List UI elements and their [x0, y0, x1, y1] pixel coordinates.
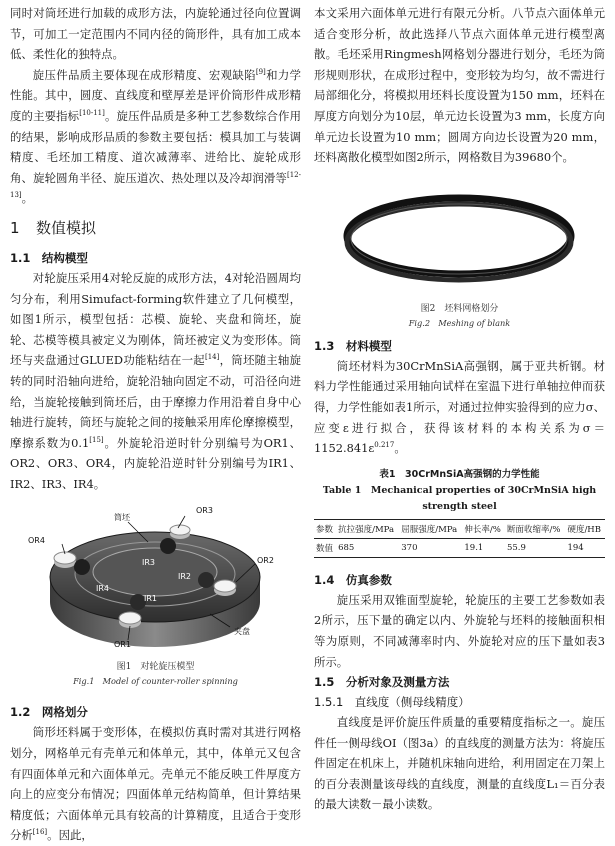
meshing-paragraph-continued: 本文采用六面体单元进行有限元分析。八节点六面体单元适合变形分析，故此选择八节点六面体单元进行模型离散。毛坯采用Ringmesh网格划分器进行划分，毛坯为筒形规则形状，在成形过程中，变形较为均匀，故不需进行局部细化分，将模拟用坯料长度设置为150 mm，坯料在厚度方向划分为10层，单元边长设置为3 mm，长度方向单元边长设置为10 mm；圆周方向边长设置为20 mm，坯料离散化模型如图2所示，网格数目为39680个。 [314, 6, 605, 165]
simulation-params-paragraph: 旋压采用双锥面型旋轮，轮旋压的主要工艺参数如表2所示，压下量的确定以内、外旋轮与坯料的接触面积相等为原则，不同减薄率时内、外旋轮对应的压下量如表3所示。 [314, 592, 605, 669]
figure-2-caption-cn: 图2 坯料网格划分 [420, 303, 499, 314]
section-heading-1: 1 数值模拟 [10, 218, 97, 237]
subsection-heading-1-3: 1.3 材料模型 [314, 338, 392, 353]
table-1-title-en-line2: strength steel [422, 500, 497, 512]
inner-roller-ir3 [160, 538, 176, 554]
meshing-paragraph: 筒形坯料属于变形体，在模拟仿真时需对其进行网格划分，网格单元有壳单元和体单元，其中，体单元又包含有四面体单元和六面体单元。壳单元不能反映工件厚度方向上的应变分布情况；四面体单元结构简单，但计算结果精度低；六面体单元具有较高的计算精度，且适合于变形分析[16]。因此， [10, 725, 301, 843]
citation[interactable]: [10-11] [79, 108, 105, 117]
subsection-heading-1-5: 1.5 分析对象及测量方法 [314, 675, 450, 690]
outer-roller-or1 [119, 612, 141, 628]
label-or1: OR1 [114, 640, 131, 650]
table-cell: 19.1 [464, 542, 484, 553]
subsection-heading-1-1: 1.1 结构模型 [10, 250, 88, 265]
label-ir4: IR4 [96, 584, 110, 594]
figure-1-caption-cn: 图1 对轮旋压模型 [116, 662, 195, 673]
table-cell: 685 [338, 542, 355, 553]
table-row [314, 538, 605, 557]
figure-1-caption-en: Fig.1 Model of counter-roller spinning [73, 676, 238, 687]
subsection-heading-1-2: 1.2 网格划分 [10, 705, 88, 720]
figure-1 [10, 502, 301, 692]
label-or3: OR3 [196, 506, 213, 516]
citation[interactable]: [15] [89, 435, 104, 444]
label-chuck: 夹盘 [234, 627, 250, 637]
outer-roller-or2 [214, 580, 236, 596]
outer-roller-or4 [54, 552, 76, 568]
table-header-cell: 硬度/HB [567, 524, 601, 535]
counter-roller-model-illustration [10, 502, 301, 662]
table-cell: 370 [401, 542, 418, 553]
citation[interactable]: [12-13] [10, 170, 301, 200]
outer-roller-or3 [170, 525, 190, 539]
table-1-title-en-line1: Table 1 Mechanical properties of 30CrMnSiA high [322, 484, 597, 496]
table-row-label: 数值 [316, 543, 334, 554]
citation[interactable]: [16] [32, 828, 48, 837]
blank-mesh-illustration [314, 176, 605, 302]
table-1 [314, 467, 605, 558]
table-header-cell: 伸长率/% [464, 524, 501, 535]
material-model-paragraph: 筒坯材料为30CrMnSiA高强钢，属于亚共析钢。材料力学性能通过采用轴向试样在室温下进行单轴拉伸而获得，力学性能如表1所示，对通过拉伸实验得到的应力σ、应变ε进行拟合，获得该材料的本构关系为$\sigma=1152.841\varepsilon^{0.217}$。 [314, 358, 605, 456]
table-cell: 194 [567, 542, 584, 553]
table-header-cell: 屈服强度/MPa [401, 524, 458, 535]
label-ir2: IR2 [178, 572, 192, 582]
structure-model-paragraph: 对轮旋压采用4对轮反旋的成形方法，4对轮沿圆周均匀分布，利用Simufact-forming软件建立了几何模型，如图1所示，模型包括：芯模、旋轮、夹盘和筒坯，旋轮、芯模等模具被定义为刚体，筒坯被定义为变形体。筒坯与夹盘通过GLUED功能粘结在一起[14]，筒坯随主轴旋转的同时沿轴向进给，旋轮沿轴向固定不动，可沿径向进给，当旋轮接触到筒坯后，由于摩擦力作用沿着自身中心轴进行旋转，筒坯与旋轮之间的接触采用库伦摩擦模型，摩擦系数为0.1[15]。外旋轮沿逆时针分别编号为OR1、OR2、OR3、OR4，内旋轮沿逆时针分别编号为IR1、IR2、IR3、IR4。 [10, 270, 301, 491]
subsection-heading-1-4: 1.4 仿真参数 [314, 572, 392, 587]
mechanical-properties-table [314, 519, 605, 558]
straightness-paragraph: 直线度是评价旋压件质量的重要精度指标之一。旋压件任一侧母线OI（图3a）的直线度的测量方法为：将旋压件固定在机床上，并随机床轴向进给，利用固定在刀架上的百分表测量该母线的直线度，测量的直线度L₁＝百分表的最大读数－最小读数。 [314, 715, 605, 812]
label-tube: 筒坯 [114, 513, 130, 523]
inner-roller-ir4 [74, 559, 90, 575]
citation[interactable]: [9] [255, 67, 266, 76]
label-or2: OR2 [257, 556, 274, 566]
left-column [10, 0, 301, 846]
table-row-head: 参数 [316, 524, 334, 535]
table-header-cell: 抗拉强度/MPa [338, 524, 395, 535]
table-header-row [314, 519, 605, 538]
label-ir1: IR1 [144, 594, 158, 604]
table-1-title-cn: 表1 30CrMnSiA高强钢的力学性能 [379, 468, 540, 480]
inner-roller-ir2 [198, 572, 214, 588]
table-cell: 55.9 [506, 542, 526, 553]
subsection-heading-1-5-1: 1.5.1 直线度（侧母线精度） [314, 695, 470, 710]
figure-2 [314, 176, 605, 336]
table-header-cell: 断面收缩率/% [506, 524, 561, 535]
citation[interactable]: [14] [204, 353, 220, 362]
figure-2-caption-en: Fig.2 Meshing of blank [408, 317, 511, 328]
label-ir3: IR3 [142, 558, 156, 568]
intro-paragraph-2: 旋压件品质主要体现在成形精度、宏观缺陷[9]和力学性能。其中，圆度、直线度和壁厚差是评价筒形件成形精度的主要指标[10-11]。旋压件品质是多种工艺参数综合作用的结果，影响成形品质的参数主要包括：模具加工与装调精度、毛坯加工精度、道次减薄率、进给比、旋轮成形角、旋轮圆角半径、旋压道次、热处理以及冷却润滑等[12-13]。 [10, 67, 301, 206]
label-or4: OR4 [28, 536, 45, 546]
exponent: 0.217 [374, 441, 395, 450]
right-column [314, 0, 605, 815]
intro-paragraph-1: 同时对筒坯进行加载的成形方法，内旋轮通过径向位置调节，可加工一定范围内不同内径的筒形件，具有加工成本低、柔性化的独特点。 [10, 6, 301, 62]
